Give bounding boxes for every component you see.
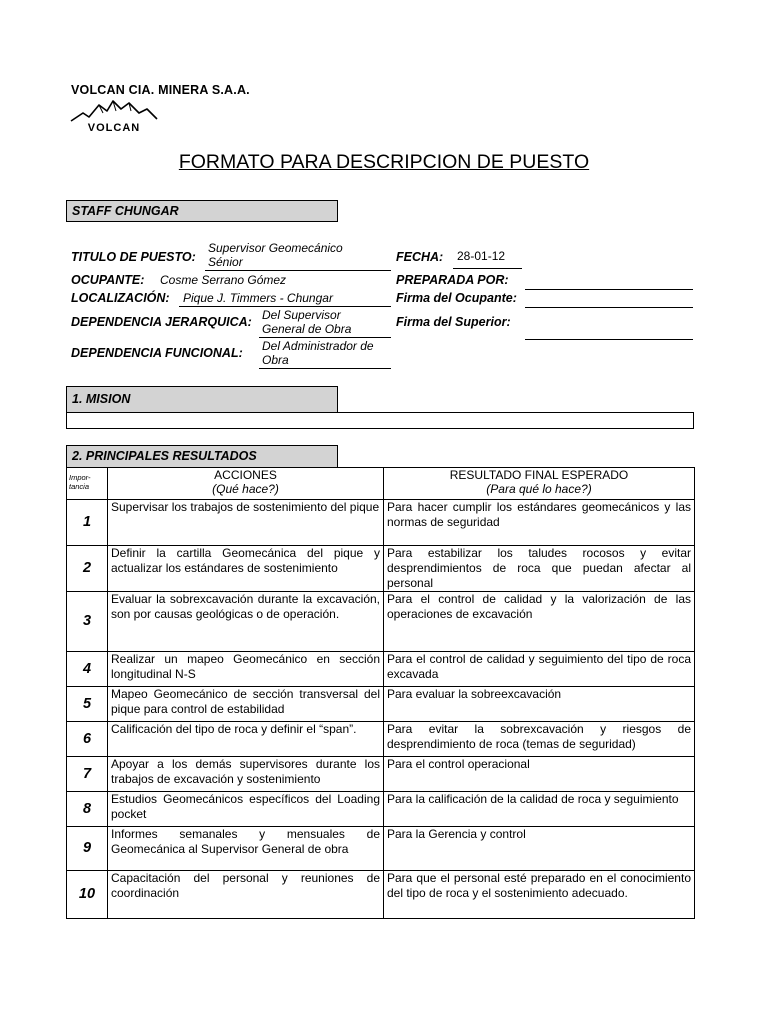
row-resultado: Para evitar la sobrexcavación y riesgos de desprendimiento de roca (temas de seguridad)	[384, 722, 695, 757]
preparada-field	[525, 272, 693, 290]
localizacion-label: LOCALIZACIÓN:	[71, 291, 170, 305]
titulo-value-line1: Supervisor Geomecánico	[208, 241, 343, 255]
row-resultado: Para hacer cumplir los estándares geomecánicos y las normas de seguridad	[384, 500, 695, 546]
dependencia-jerarquica-line1: Del Supervisor	[262, 308, 341, 322]
titulo-field	[205, 241, 391, 271]
row-number: 5	[67, 687, 108, 722]
row-number: 10	[67, 871, 108, 919]
table-row	[67, 652, 695, 687]
resultados-header-row	[67, 468, 695, 500]
dependencia-jerarquica-line2: General de Obra	[262, 322, 352, 336]
resultados-section-header: 2. PRINCIPALES RESULTADOS	[66, 445, 338, 468]
table-row	[67, 757, 695, 792]
mision-section-header: 1. MISION	[66, 386, 338, 413]
firma-ocupante-label: Firma del Ocupante:	[396, 291, 517, 305]
firma-superior-label: Firma del Superior:	[396, 315, 511, 329]
table-row	[67, 792, 695, 827]
firma-ocupante-line	[525, 290, 693, 308]
ocupante-label: OCUPANTE:	[71, 273, 145, 287]
row-accion: Realizar un mapeo Geomecánico en sección longitudinal N-S	[108, 652, 384, 687]
row-resultado: Para el control de calidad y seguimiento del tipo de roca excavada	[384, 652, 695, 687]
row-accion: Capacitación del personal y reuniones de coordinación	[108, 871, 384, 919]
firma-superior-line	[525, 322, 693, 340]
row-accion: Mapeo Geomecánico de sección transversal del pique para control de estabilidad	[108, 687, 384, 722]
logo-text: VOLCAN	[87, 122, 141, 134]
staff-section-header: STAFF CHUNGAR	[66, 200, 338, 222]
mountain-logo-icon	[69, 97, 159, 135]
row-resultado: Para el control operacional	[384, 757, 695, 792]
table-row	[67, 546, 695, 592]
document-title: FORMATO PARA DESCRIPCION DE PUESTO	[178, 151, 590, 173]
row-number: 3	[67, 592, 108, 652]
row-number: 7	[67, 757, 108, 792]
row-number: 6	[67, 722, 108, 757]
dependencia-funcional-line2: Obra	[262, 353, 289, 367]
table-row	[67, 592, 695, 652]
titulo-value-line2: Sénior	[208, 255, 243, 269]
row-accion: Informes semanales y mensuales de Geomecánica al Supervisor General de obra	[108, 827, 384, 871]
titulo-label: TITULO DE PUESTO:	[71, 250, 196, 264]
preparada-label: PREPARADA POR:	[396, 273, 509, 287]
row-accion: Evaluar la sobrexcavación durante la excavación, son por causas geológicas o de operación.	[108, 592, 384, 652]
row-accion: Supervisar los trabajos de sostenimiento del pique	[108, 500, 384, 546]
ocupante-value: Cosme Serrano Gómez	[160, 273, 287, 287]
row-resultado: Para la Gerencia y control	[384, 827, 695, 871]
row-resultado: Para el control de calidad y la valorización de las operaciones de excavación	[384, 592, 695, 652]
localizacion-value: Pique J. Timmers - Chungar	[179, 291, 391, 307]
dependencia-funcional-line1: Del Administrador de	[262, 339, 374, 353]
table-row	[67, 827, 695, 871]
table-row	[67, 722, 695, 757]
table-row	[67, 687, 695, 722]
resultados-table	[66, 467, 695, 919]
fecha-value: 28-01-12	[453, 249, 522, 269]
row-resultado: Para que el personal esté preparado en el conocimiento del tipo de roca y el sostenimiento adecuado.	[384, 871, 695, 919]
row-accion: Definir la cartilla Geomecánica del pique y actualizar los estándares de sostenimiento	[108, 546, 384, 592]
row-resultado: Para evaluar la sobreexcavación	[384, 687, 695, 722]
dependencia-jerarquica-label: DEPENDENCIA JERARQUICA:	[71, 315, 252, 329]
row-accion: Apoyar a los demás supervisores durante los trabajos de excavación y sostenimiento	[108, 757, 384, 792]
table-row	[67, 871, 695, 919]
dependencia-funcional-field	[259, 339, 391, 369]
row-resultado: Para la calificación de la calidad de roca y seguimiento	[384, 792, 695, 827]
fecha-label: FECHA:	[396, 250, 444, 264]
row-number: 8	[67, 792, 108, 827]
row-accion: Calificación del tipo de roca y definir el “span”.	[108, 722, 384, 757]
mision-text-box	[66, 412, 694, 429]
row-number: 1	[67, 500, 108, 546]
row-resultado: Para estabilizar los taludes rocosos y evitar desprendimientos de roca que puedan afectar al personal	[384, 546, 695, 592]
resultado-header: RESULTADO FINAL ESPERADO (Para qué lo hace?)	[384, 468, 695, 500]
row-number: 9	[67, 827, 108, 871]
company-name: VOLCAN CIA. MINERA S.A.A.	[71, 83, 250, 97]
row-number: 2	[67, 546, 108, 592]
row-accion: Estudios Geomecánicos específicos del Loading pocket	[108, 792, 384, 827]
dependencia-funcional-label: DEPENDENCIA FUNCIONAL:	[71, 346, 243, 360]
importancia-header: Impor- tancia	[67, 468, 108, 500]
table-row	[67, 500, 695, 546]
row-number: 4	[67, 652, 108, 687]
acciones-header: ACCIONES (Qué hace?)	[108, 468, 384, 500]
dependencia-jerarquica-field	[259, 308, 391, 338]
